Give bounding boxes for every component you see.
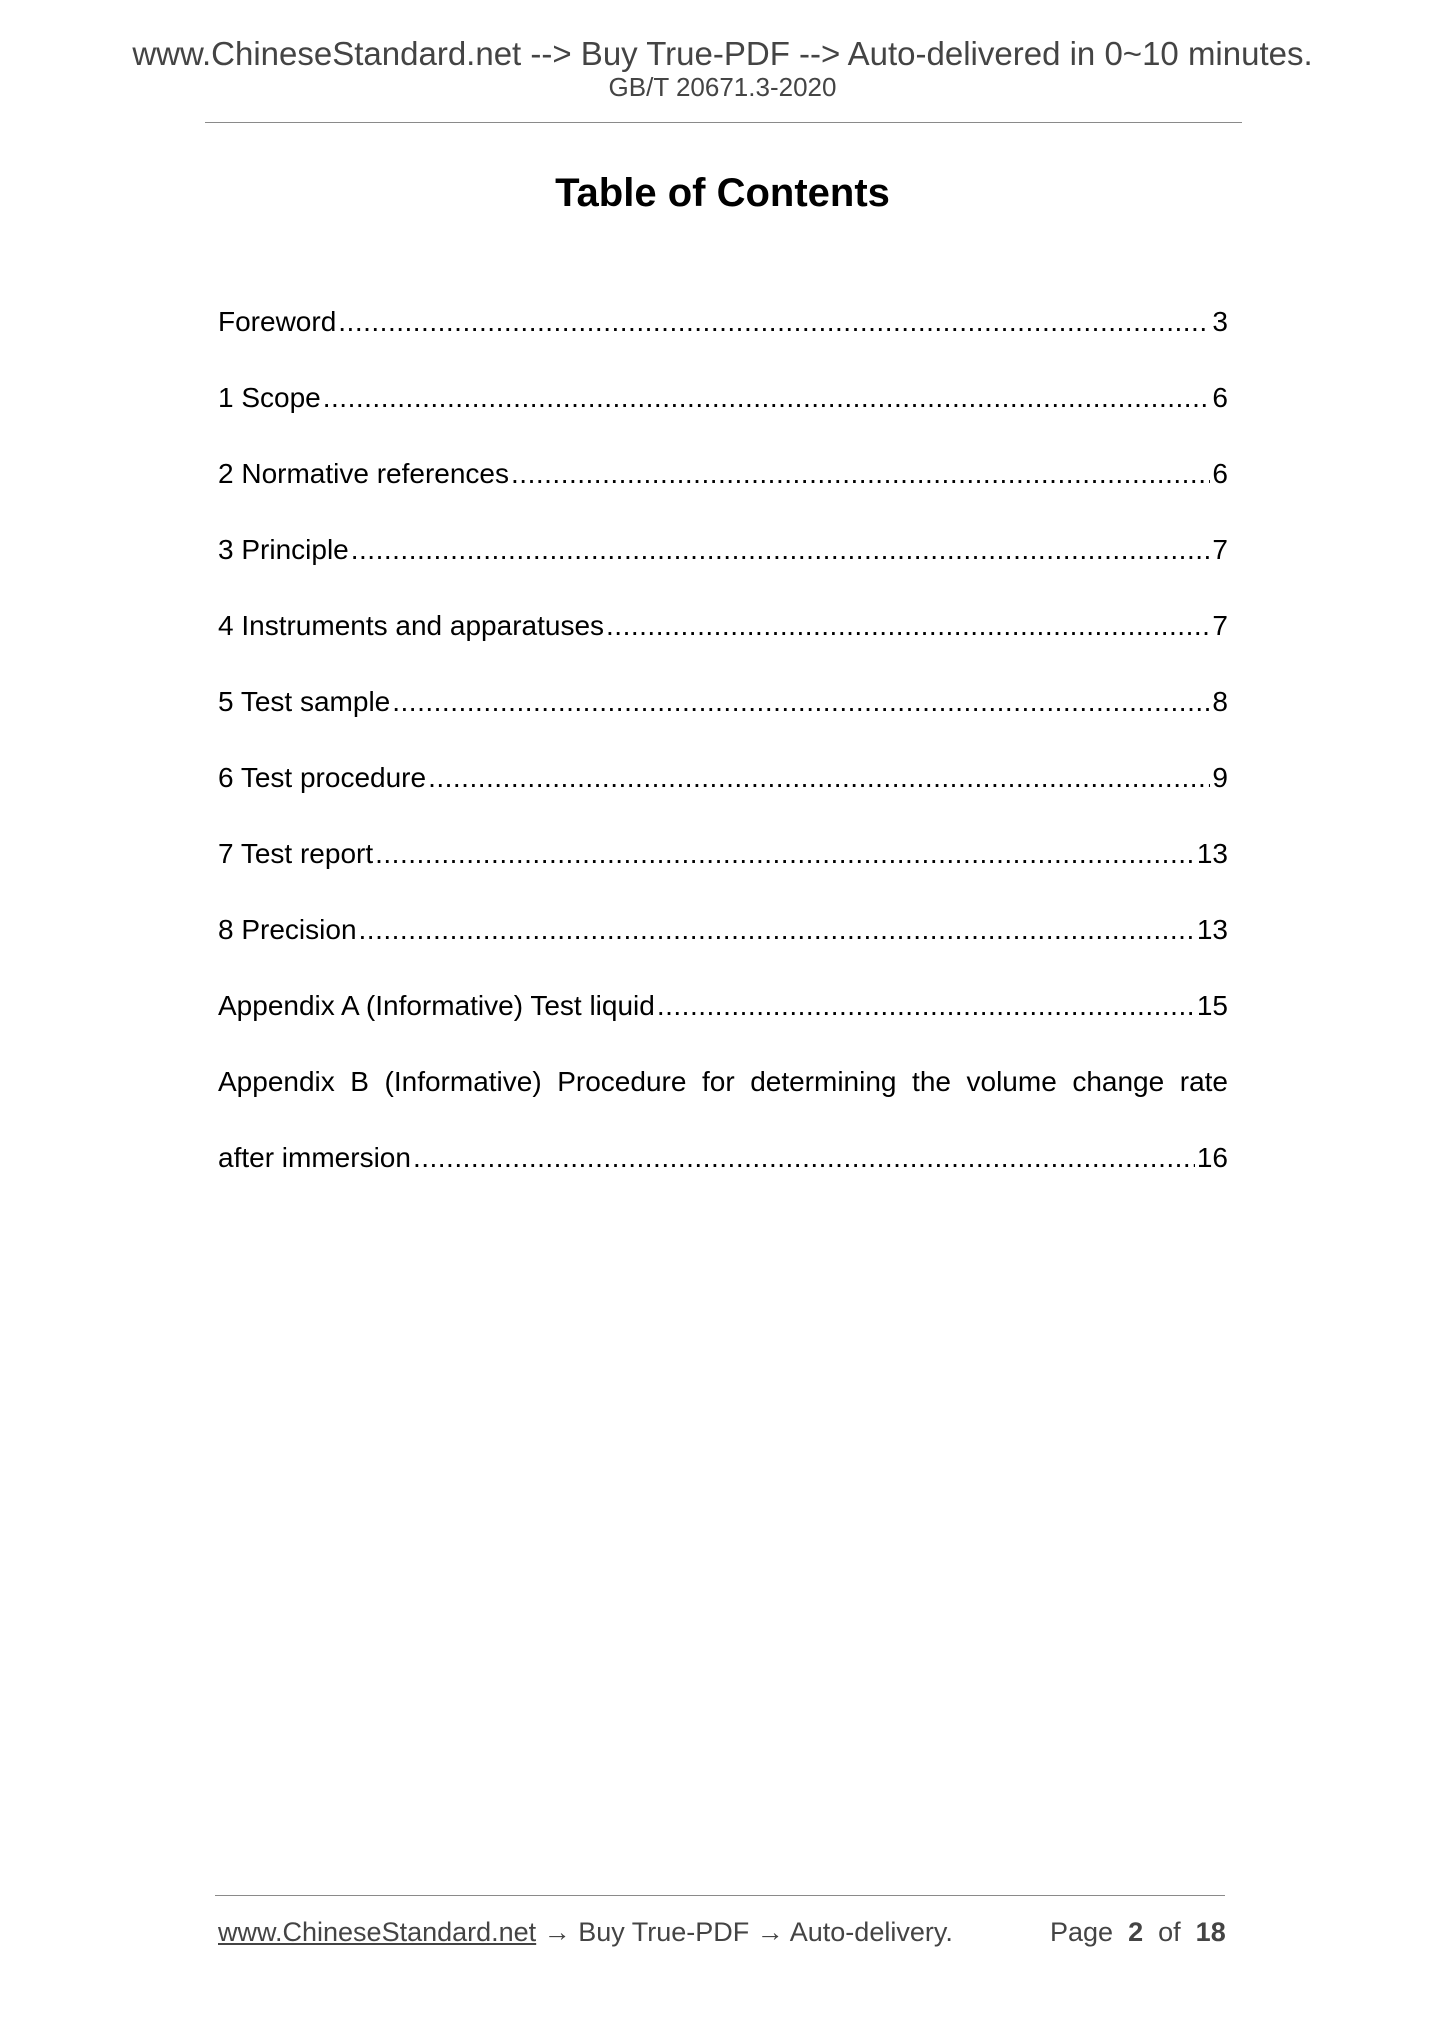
- toc-entry-appendix-b[interactable]: [218, 1044, 1228, 1120]
- toc-entry-page: 3: [1212, 306, 1228, 337]
- footer-buy-text: Buy True-PDF: [578, 1917, 750, 1947]
- toc-entry-test-report[interactable]: [218, 816, 1228, 892]
- toc-leader-dots: [359, 913, 1195, 947]
- toc-entry-page: 13: [1196, 838, 1228, 869]
- toc-entry-appendix-b-continued[interactable]: [218, 1120, 1228, 1196]
- toc-leader-dots: [428, 761, 1210, 795]
- footer-delivery-text: Auto-delivery.: [789, 1917, 953, 1947]
- toc-leader-dots: [375, 837, 1195, 871]
- toc-entry-label: Appendix B (Informative) Procedure for determining the volume change rate: [218, 1066, 1228, 1097]
- toc-entry-precision[interactable]: [218, 892, 1228, 968]
- toc-entry-page: 7: [1212, 610, 1228, 641]
- toc-entry-label: 4 Instruments and apparatuses: [218, 610, 605, 641]
- toc-entry-appendix-a[interactable]: [218, 968, 1228, 1044]
- toc-entry-page: 16: [1196, 1142, 1228, 1173]
- page-label: Page: [1050, 1917, 1114, 1947]
- toc-leader-dots: [323, 381, 1211, 415]
- toc-entry-page: 13: [1196, 914, 1228, 945]
- toc-entry-label: 2 Normative references: [218, 458, 510, 489]
- toc-leader-dots: [413, 1141, 1195, 1175]
- toc-entry-label: 5 Test sample: [218, 686, 391, 717]
- header-divider: [205, 122, 1242, 123]
- page-current: 2: [1128, 1917, 1144, 1947]
- footer-left: [218, 1915, 953, 1949]
- toc-entry-label: Foreword: [218, 306, 337, 337]
- toc-entry-instruments[interactable]: [218, 588, 1228, 664]
- toc-title: Table of Contents: [555, 171, 890, 215]
- toc-entry-label: 3 Principle: [218, 534, 349, 565]
- toc-entry-page: 7: [1212, 534, 1228, 565]
- toc-entry-label: Appendix A (Informative) Test liquid: [218, 990, 655, 1021]
- of-label: of: [1158, 1917, 1181, 1947]
- toc-entry-label: 8 Precision: [218, 914, 357, 945]
- toc-entry-label: 1 Scope: [218, 382, 321, 413]
- toc-leader-dots: [338, 305, 1210, 339]
- toc-entry-page: 8: [1212, 686, 1228, 717]
- toc-entry-test-procedure[interactable]: [218, 740, 1228, 816]
- toc-list: [218, 284, 1228, 1196]
- footer-divider: [215, 1895, 1225, 1896]
- toc-entry-page: 9: [1212, 762, 1228, 793]
- page-total: 18: [1195, 1917, 1226, 1947]
- standard-number: GB/T 20671.3-2020: [608, 72, 837, 102]
- toc-leader-dots: [606, 609, 1210, 643]
- toc-leader-dots: [657, 989, 1195, 1023]
- toc-entry-test-sample[interactable]: [218, 664, 1228, 740]
- toc-leader-dots: [392, 685, 1210, 719]
- toc-leader-dots: [511, 457, 1210, 491]
- footer-site-link[interactable]: www.ChineseStandard.net: [218, 1917, 537, 1947]
- toc-entry-label: after immersion: [218, 1142, 411, 1173]
- header-banner: www.ChineseStandard.net --> Buy True-PDF --> Auto-delivered in 0~10 minutes.: [132, 35, 1313, 72]
- page-indicator: [1050, 1915, 1226, 1949]
- toc-leader-dots: [351, 533, 1211, 567]
- toc-entry-normative-references[interactable]: [218, 436, 1228, 512]
- toc-entry-page: 6: [1212, 458, 1228, 489]
- toc-entry-principle[interactable]: [218, 512, 1228, 588]
- arrow-right-icon: →: [749, 1917, 790, 1947]
- toc-entry-label: 6 Test procedure: [218, 762, 427, 793]
- toc-entry-page: 15: [1196, 990, 1228, 1021]
- toc-entry-foreword[interactable]: [218, 284, 1228, 360]
- toc-entry-label: 7 Test report: [218, 838, 374, 869]
- toc-entry-scope[interactable]: [218, 360, 1228, 436]
- toc-entry-page: 6: [1212, 382, 1228, 413]
- arrow-right-icon: →: [536, 1917, 579, 1947]
